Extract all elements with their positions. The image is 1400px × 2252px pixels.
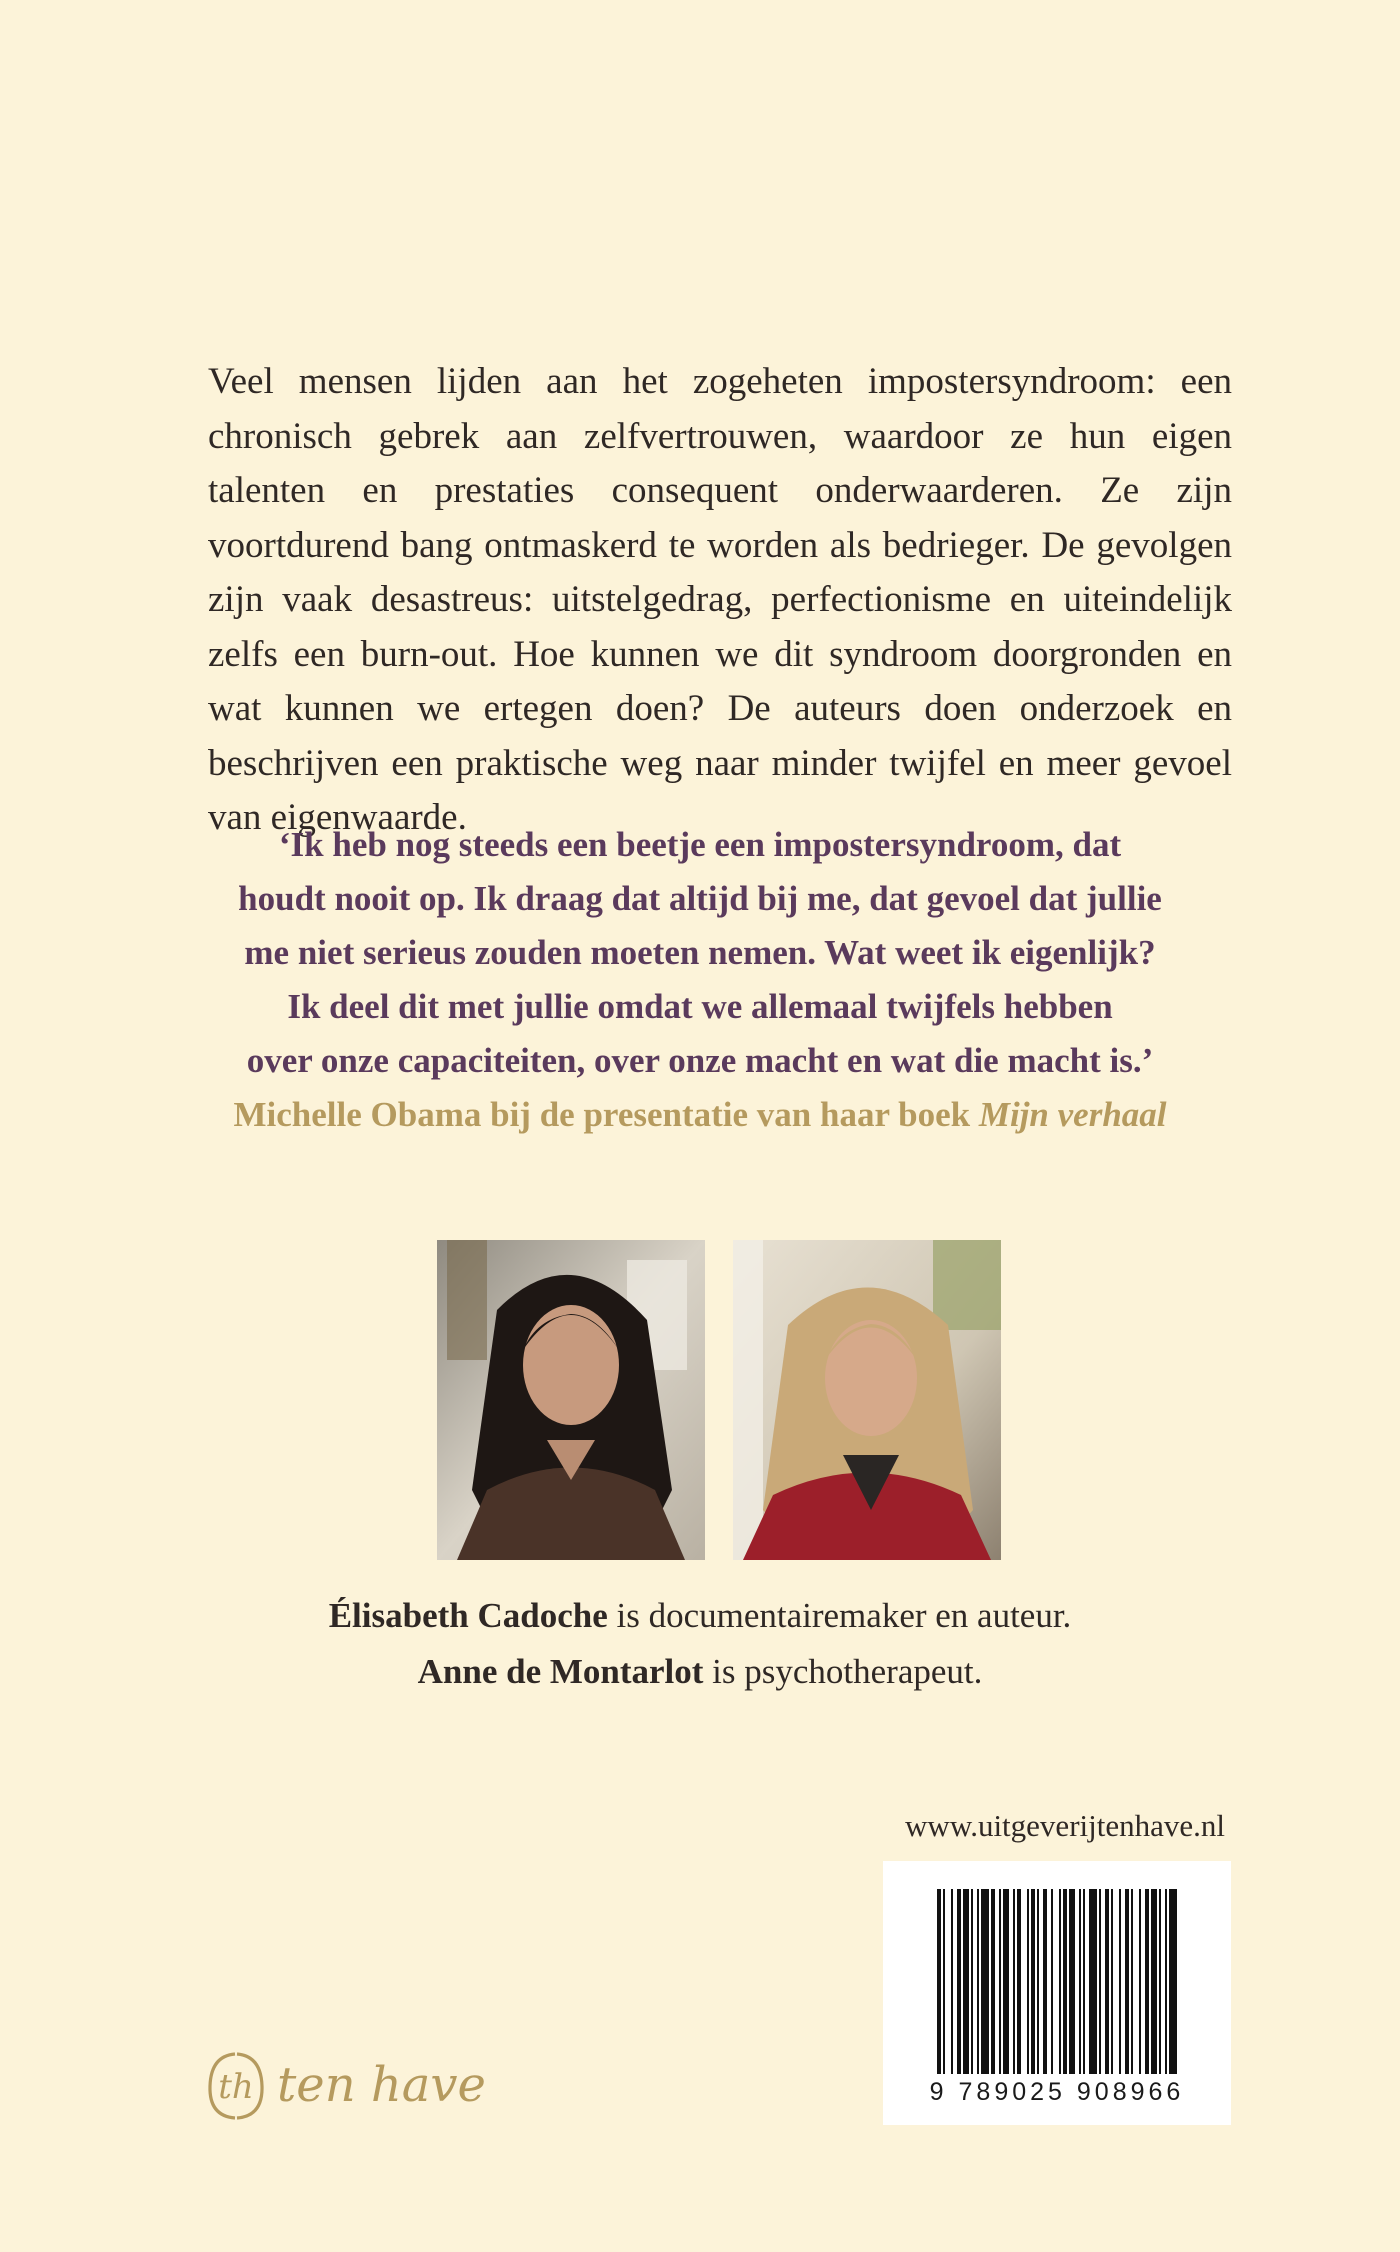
barcode-bar [1003, 1889, 1009, 2074]
barcode-bar [1105, 1889, 1109, 2074]
barcode-bar [1051, 1889, 1053, 2074]
barcode-bar [971, 1889, 973, 2074]
barcode-bar [1031, 1889, 1035, 2074]
barcode-bar [1083, 1889, 1085, 2074]
barcode-bar [999, 1889, 1001, 2074]
quote-line: Ik deel dit met jullie omdat we allemaal twijfels hebben [287, 987, 1113, 1026]
logo-monogram: th [218, 2067, 254, 2107]
barcode-bar [951, 1889, 953, 2074]
barcode-bar [937, 1889, 941, 2074]
barcode-bar [1099, 1889, 1101, 2074]
barcode-bar [943, 1889, 945, 2074]
barcode-bar [1119, 1889, 1121, 2074]
barcode-bar [1079, 1889, 1081, 2074]
barcode-bar [1027, 1889, 1029, 2074]
barcode-bar [1165, 1889, 1167, 2074]
barcode-bar [957, 1889, 961, 2074]
isbn-digits: 9 789025 908966 [929, 2078, 1185, 2106]
quote-line: me niet serieus zouden moeten nemen. Wat weet ik eigenlijk? [244, 933, 1156, 972]
author-name: Élisabeth Cadoche [328, 1596, 608, 1635]
barcode-bar [1169, 1889, 1177, 2074]
barcode-bar [963, 1889, 969, 2074]
back-cover-blurb: Veel mensen lijden aan het zogeheten impostersyndroom: een chronisch gebrek aan zelfvertrouwen, waardoor ze hun eigen talenten en prestaties consequent onderwaarderen. Ze zijn voortdurend bang ontmaskerd te worden als bedrieger. De gevolgen zijn vaak desastreus: uitstelgedrag, perfectionisme en uiteindelijk zelfs een burn-out. Hoe kunnen we dit syndroom doorgronden en wat kunnen we ertegen doen? De auteurs doen onderzoek en beschrijven een praktische weg naar minder twijfel en meer gevoel van eigenwaarde. [208, 361, 1232, 838]
quote-block [200, 818, 1200, 1142]
publisher-logo-block [205, 2046, 486, 2124]
quote-line: over onze capaciteiten, over onze macht en wat die macht is.’ [246, 1041, 1154, 1080]
author-description: is psychotherapeut. [703, 1652, 983, 1691]
barcode-bar [1089, 1889, 1097, 2074]
barcode-bar [1145, 1889, 1149, 2074]
barcode-bar [1159, 1889, 1161, 2074]
barcode-bar [1111, 1889, 1113, 2074]
barcode-bar [1013, 1889, 1015, 2074]
quote-line: ‘Ik heb nog steeds een beetje een impostersyndroom, dat [278, 825, 1122, 864]
barcode-bar [981, 1889, 989, 2074]
ten-have-logo-icon [205, 2046, 267, 2124]
publisher-name: ten have [277, 2057, 486, 2113]
barcode-bar [991, 1889, 995, 2074]
barcode-bar [977, 1889, 979, 2074]
barcode-bar [1151, 1889, 1157, 2074]
author-description: is documentairemaker en auteur. [607, 1596, 1072, 1635]
isbn-barcode [883, 1861, 1231, 2125]
author-photo-cadoche [437, 1240, 705, 1560]
author-name: Anne de Montarlot [417, 1652, 704, 1691]
barcode-bar [1059, 1889, 1061, 2074]
quote-attribution [200, 1088, 1200, 1142]
barcode-bar [1043, 1889, 1047, 2074]
author-photo-montarlot [733, 1240, 1001, 1560]
author-bio-line [200, 1588, 1200, 1644]
book-title: Mijn verhaal [978, 1095, 1167, 1134]
barcode-bar [1037, 1889, 1039, 2074]
barcode-bar [1125, 1889, 1129, 2074]
quote-line: houdt nooit op. Ik draag dat altijd bij me, dat gevoel dat jullie [238, 879, 1162, 918]
barcode-bar [1063, 1889, 1067, 2074]
barcode-bar [1139, 1889, 1141, 2074]
publisher-website: www.uitgeverijtenhave.nl [905, 1808, 1225, 1843]
attribution-text: Michelle Obama bij de presentatie van haar boek [233, 1095, 971, 1134]
author-bios [200, 1588, 1200, 1700]
author-bio-line [200, 1644, 1200, 1700]
barcode-bar [1131, 1889, 1133, 2074]
barcode-bar [1069, 1889, 1075, 2074]
barcode-bar [1017, 1889, 1021, 2074]
